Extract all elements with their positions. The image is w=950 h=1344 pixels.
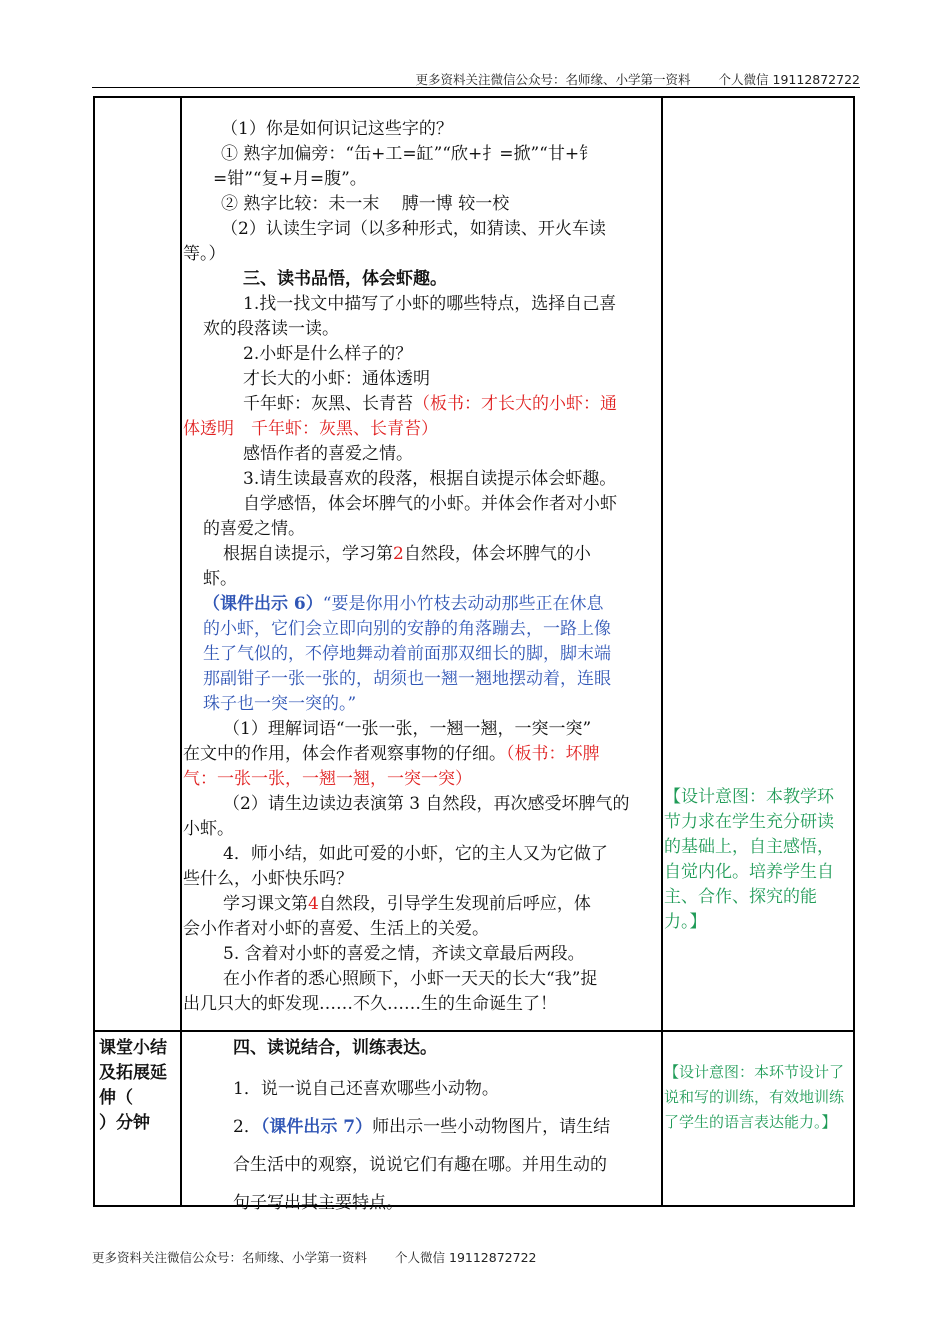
step3-a-2: 的喜爱之情。 [203, 519, 305, 539]
row2-label-line-2: 及拓展延 [99, 1063, 167, 1083]
step4-line-2: 些什么，小虾快乐吗？ [183, 869, 353, 889]
table-border-top [93, 96, 855, 98]
step3-b-2: 虾。 [203, 569, 237, 589]
task-2-line-3: 句子写出其主要特点。 [233, 1193, 403, 1213]
courseware-6-line-3: 生了气似的，不停地舞动着前面那双细长的脚，脚末端 [203, 644, 611, 664]
step2-a: 才长大的小虾：通体透明 [243, 369, 430, 389]
courseware-6-line-1: “要是你用小竹枝去动动那些正在休息 [322, 594, 604, 614]
header-rule [92, 87, 860, 88]
heading-4: 四、读说结合，训练表达。 [233, 1038, 437, 1058]
table-divider-2 [661, 96, 663, 1207]
step2: 2.小虾是什么样子的？ [243, 344, 413, 364]
step3-b-post: 自然段，体会坏脾气的小 [403, 544, 591, 564]
step3-b-num: 2 [393, 544, 404, 564]
footer-right: 个人微信 19112872722 [395, 1250, 537, 1265]
table-border-right [853, 96, 855, 1207]
radical-line-1: ① 熟字加偏旁：“缶+工=缸”“欣+扌=掀”“甘+钅 [221, 144, 597, 164]
heading-3: 三、读书品悟，体会虾趣。 [243, 269, 447, 289]
step4-a-post: 自然段，引导学生发现前后呼应，体 [318, 894, 591, 914]
understand-2-line-1: （2）请生边读边表演第 3 自然段，再次感受坏脾气的 [223, 794, 630, 814]
task-2-line-2: 合生活中的观察，说说它们有趣在哪。并用生动的 [233, 1155, 607, 1175]
compare-line: ② 熟字比较：未一末 膊一博 较一校 [221, 194, 510, 214]
courseware-6-line-5: 珠子也一突一突的。” [203, 694, 357, 714]
step4-a-pre: 学习课文第 [223, 894, 308, 914]
step5-a-1: 在小作者的悉心照顾下，小虾一天天的长大“我”捉 [223, 969, 598, 989]
understand-1-line-1: （1）理解词语“一张一张，一翘一翘，一突一突” [223, 719, 592, 739]
header-right: 个人微信 19112872722 [718, 72, 860, 87]
step4-a-num: 4 [308, 894, 319, 914]
footer-left: 更多资料关注微信公众号：名师缘、小学第一资料 [92, 1250, 368, 1265]
row2-label-line-4: ）分钟 [99, 1113, 150, 1133]
step2-c: 感悟作者的喜爱之情。 [243, 444, 413, 464]
design-intent-note-1: 【设计意图：本教学环节力求在学生充分研读的基础上，自主感悟，自觉内化。培养学生自主、合作、探究的能力。】 [664, 787, 834, 932]
board-note-4: 气：一张一张，一翘一翘，一突一突） [183, 769, 472, 789]
step5-a-2: 出几只大的虾发现……不久……生的生命诞生了！ [183, 994, 557, 1014]
understand-2-line-2: 小虾。 [183, 819, 234, 839]
step1-line-1: 1.找一找文中描写了小虾的哪些特点，选择自己喜 [243, 294, 617, 314]
row2-label [99, 1036, 179, 1136]
page-footer [92, 1248, 536, 1266]
step4-a-2: 会小作者对小虾的喜爱、生活上的关爱。 [183, 919, 489, 939]
step3: 3.请生读最喜欢的段落，根据自读提示体会虾趣。 [243, 469, 617, 489]
radical-line-2: =钳”“复+月=腹”。 [213, 169, 367, 189]
board-note-2: 体透明 千年虾：灰黑、长青苔） [183, 419, 438, 439]
table-row-divider [93, 1030, 855, 1032]
table-divider-1 [180, 96, 182, 1207]
task-2-post: 师出示一些小动物图片，请生结 [372, 1117, 611, 1137]
row2-label-line-3: 伸（ [99, 1088, 133, 1108]
step5: 5. 含着对小虾的喜爱之情，齐读文章最后两段。 [223, 944, 585, 964]
design-intent-note-2: 【设计意图：本环节设计了说和写的训练，有效地训练了学生的语言表达能力。】 [664, 1063, 845, 1131]
step3-b-pre: 根据自读提示，学习第 [223, 544, 393, 564]
q2-line-1: （2）认读生字词（以多种形式，如猜读、开火车读 [221, 219, 606, 239]
page-header [416, 70, 860, 88]
courseware-6-line-4: 那副钳子一张一张的，胡须也一翘一翘地摆动着，连眼 [203, 669, 611, 689]
board-note-3: （板书：坏脾 [506, 744, 600, 764]
board-note-1: （板书：才长大的小虾：通 [413, 394, 617, 414]
courseware-6-label: （课件出示 6） [203, 594, 323, 614]
understand-1-line-2: 在文中的作用，体会作者观察事物的仔细。 [183, 744, 506, 764]
header-left: 更多资料关注微信公众号：名师缘、小学第一资料 [415, 72, 691, 87]
step3-a-1: 自学感悟，体会坏脾气的小虾。并体会作者对小虾 [243, 494, 617, 514]
q1: （1）你是如何识记这些字的？ [221, 119, 453, 139]
step1-line-2: 欢的段落读一读。 [203, 319, 339, 339]
task-1: 1．说一说自己还喜欢哪些小动物。 [233, 1079, 499, 1099]
courseware-6-line-2: 的小虾，它们会立即向别的安静的角落蹦去，一路上像 [203, 619, 611, 639]
q2-line-2: 等。） [183, 244, 226, 264]
table-border-left [93, 96, 95, 1207]
row1-content [183, 117, 661, 1017]
row2-content [183, 1034, 661, 1222]
step4-line-1: 4．师小结，如此可爱的小虾，它的主人又为它做了 [223, 844, 608, 864]
step2-b: 千年虾：灰黑、长青苔 [243, 394, 413, 414]
courseware-7-label: （课件出示 7） [260, 1117, 373, 1137]
task-2-pre: 2． [233, 1117, 261, 1137]
row2-label-line-1: 课堂小结 [99, 1038, 167, 1058]
